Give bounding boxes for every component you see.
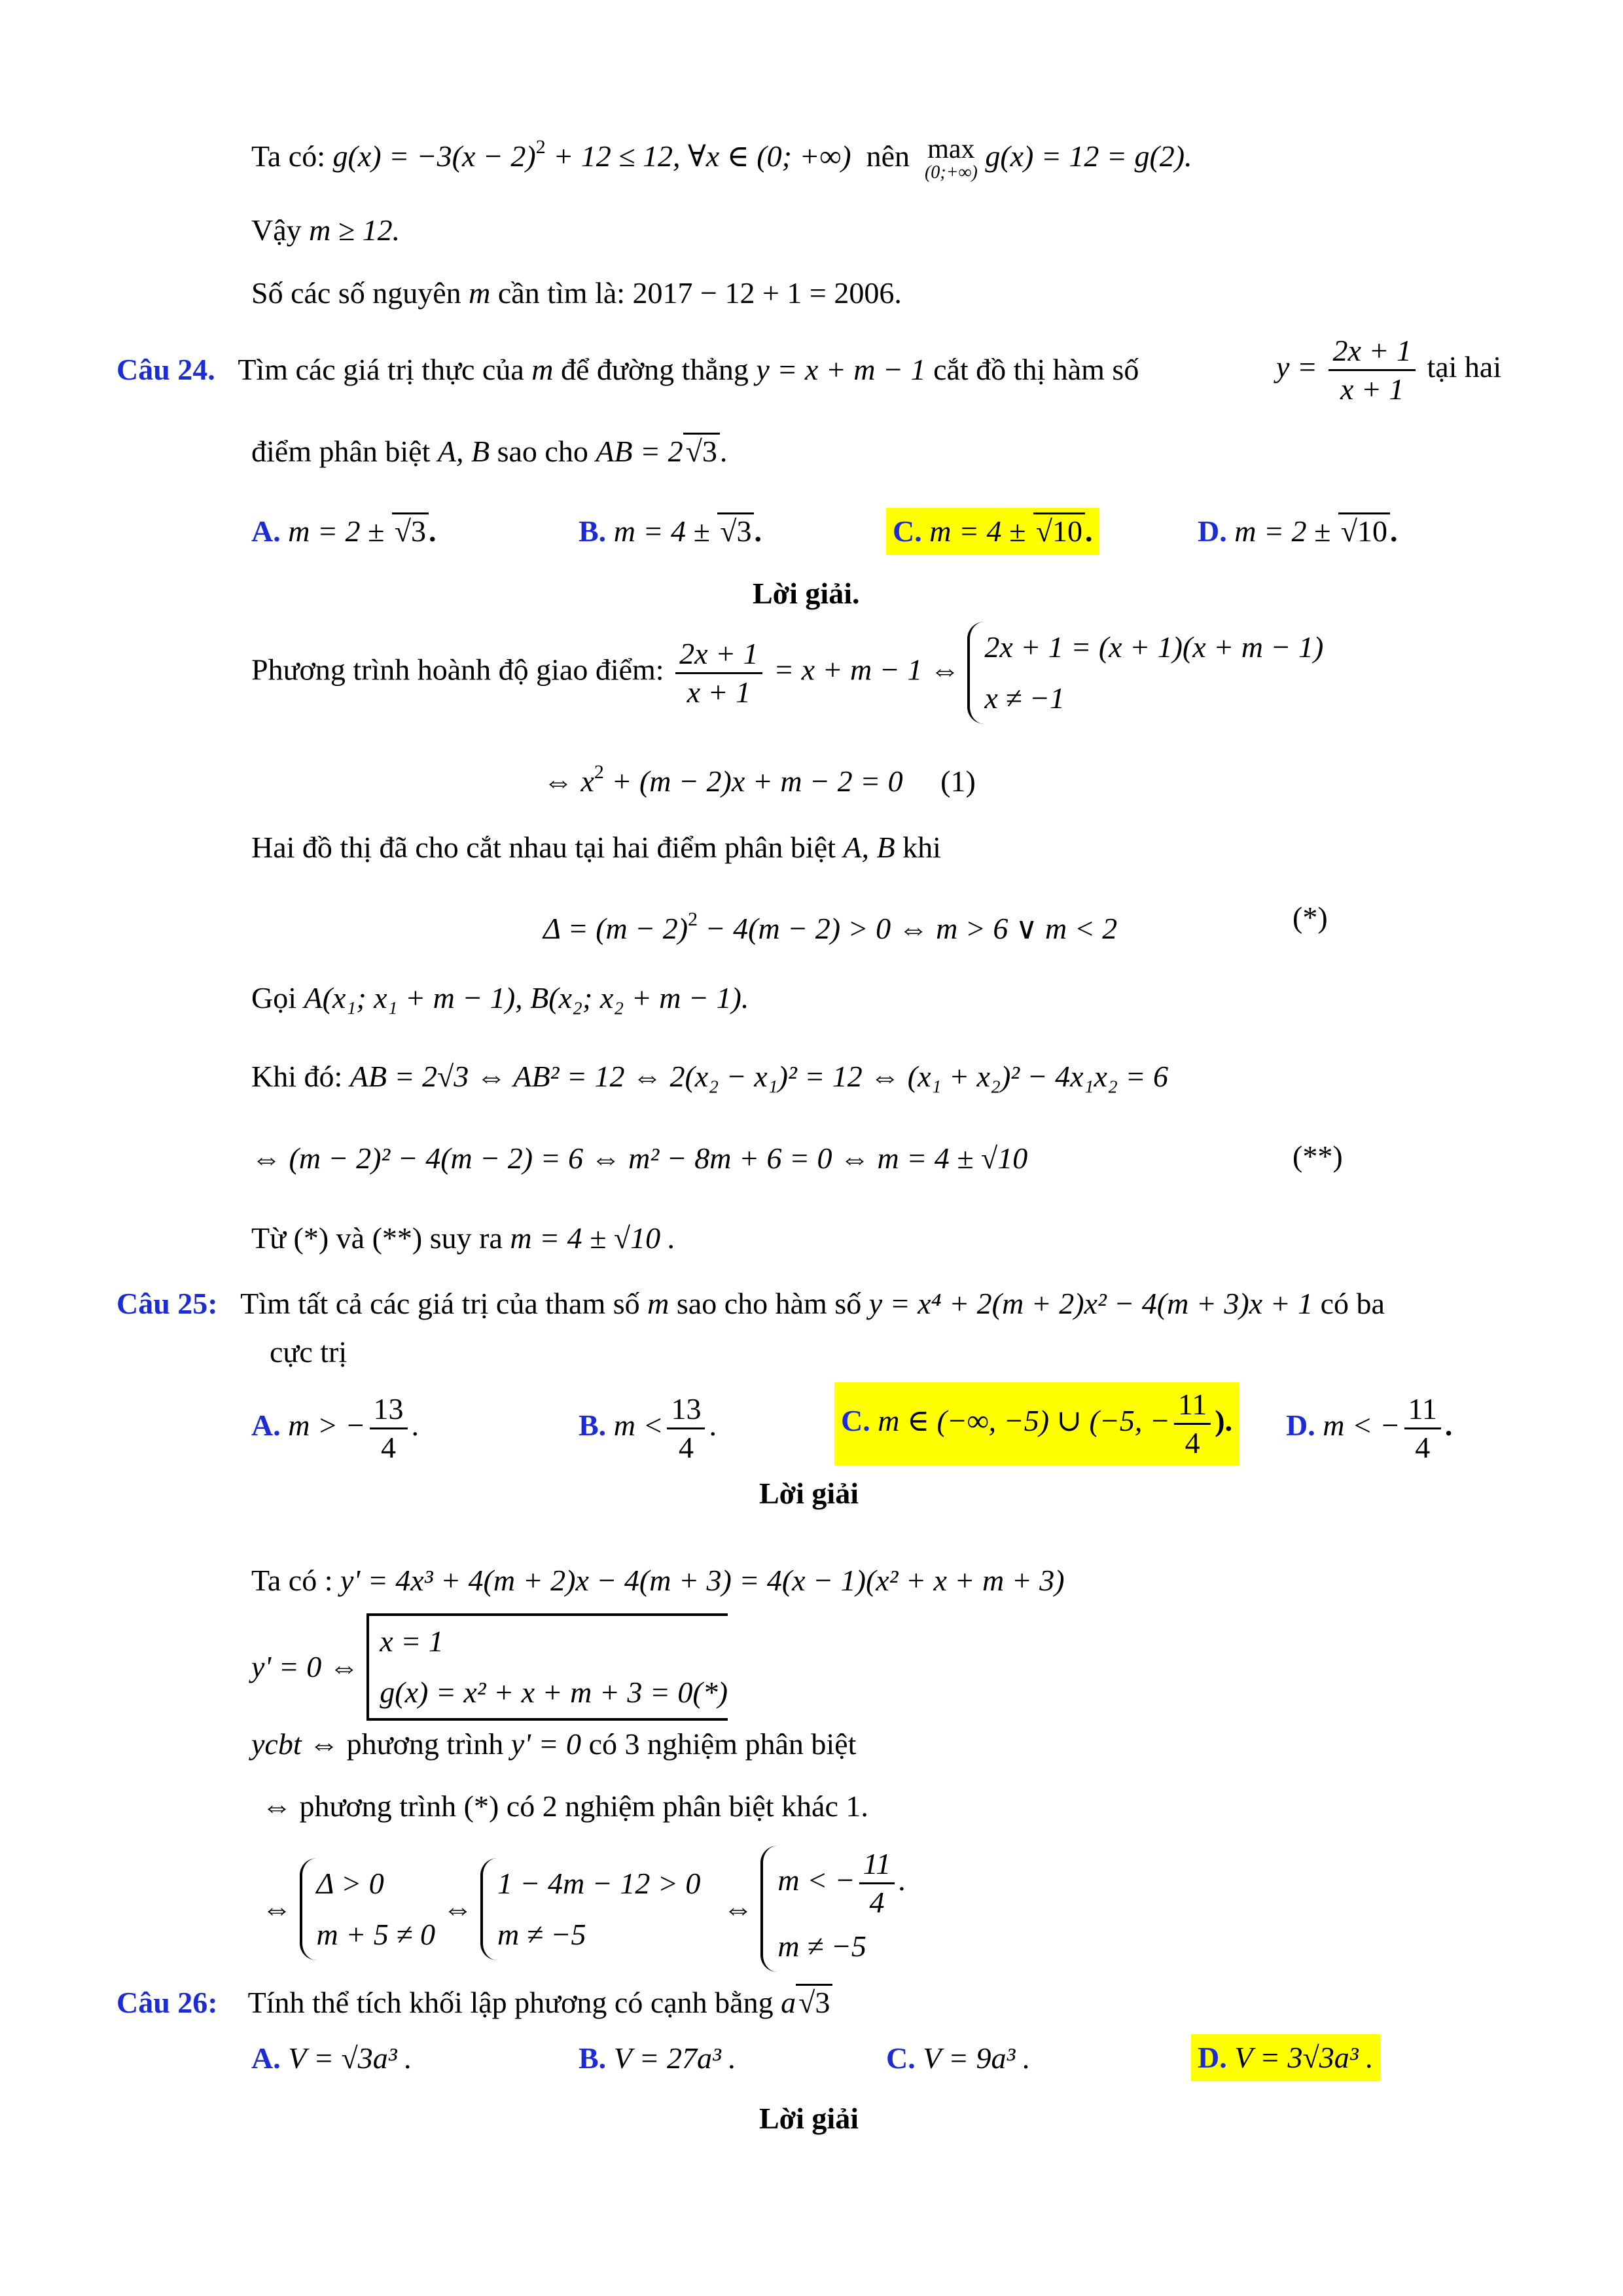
q24-solution-step-5 xyxy=(251,978,749,1018)
q24-solution-step-7 xyxy=(251,1139,1027,1178)
q24-text-b: để đường thẳng xyxy=(561,353,749,386)
q24-solution-step-2: ⇔ $x^2 + (m - 2)x + m - 2 = 0$ (1) xyxy=(543,761,976,798)
intro-count-result: 2017 − 12 + 1 = 2006. xyxy=(632,276,902,310)
q25-s5-system-2: 1 − 4m − 12 > 0 m ≠ −5 xyxy=(480,1858,700,1960)
intro-conclusion-lead: Vậy xyxy=(251,213,302,247)
q24-var-m: m xyxy=(531,353,554,386)
q25-s2-alternatives: x = 1 g(x) = x² + x + m + 3 = 0(*) xyxy=(366,1613,728,1721)
q24-text-d: tại hai xyxy=(1427,350,1502,384)
q24-text-e: điểm phân biệt xyxy=(251,435,431,468)
q25-s3-ycbt: ycbt xyxy=(251,1727,302,1761)
q25-var-m: m xyxy=(647,1287,669,1320)
q25-label: Câu 25: xyxy=(116,1287,218,1320)
q25-option-d: D. m < − $\frac{11}{4}$ . xyxy=(1286,1392,1453,1464)
q25-s4-text: ⇔ phương trình (*) có 2 nghiệm phân biệt khác 1. xyxy=(262,1789,868,1823)
q24-s8-lead: Từ (*) và (**) suy ra xyxy=(251,1221,503,1255)
q26-label: Câu 26: xyxy=(116,1986,218,2019)
q24-option-b: B. m = 4 ± √3. xyxy=(579,512,762,551)
intro-connective: nên xyxy=(866,139,910,173)
q25-statement-line-2 xyxy=(270,1333,347,1372)
q26-solution-title: Lời giải xyxy=(759,2102,859,2135)
q25-function: y = x⁴ + 2(m + 2)x² − 4(m + 3)x + 1 xyxy=(868,1287,1313,1320)
q24-condition: AB = 2 xyxy=(596,435,683,468)
q26-option-c: C. V = 9a³ . xyxy=(886,2041,1031,2075)
q25-option-a: A. m > − $\frac{13}{4}$ . xyxy=(251,1392,419,1464)
q24-s3-end: khi xyxy=(902,831,941,864)
q24-statement-line-1 xyxy=(116,350,1139,389)
q25-s3-end: có 3 nghiệm phân biệt xyxy=(588,1727,857,1761)
q24-s2-lhs: ⇔ x xyxy=(543,764,594,798)
intro-max-operator: max (0;+∞) xyxy=(924,134,978,183)
q24-s5-lead: Gọi xyxy=(251,981,296,1014)
q24-function xyxy=(1276,332,1501,408)
q24-s7-tag: (**) xyxy=(1293,1139,1343,1173)
q24-solution-step-8 xyxy=(251,1219,675,1258)
intro-count-lead: Số các số nguyên xyxy=(251,276,461,310)
intro-line-3 xyxy=(251,274,902,313)
q24-s4-tag: (*) xyxy=(1293,901,1328,934)
q26-edge-var: a xyxy=(781,1986,796,2019)
intro-conclusion-math: m ≥ 12. xyxy=(309,213,401,247)
q25-solution-step-1 xyxy=(251,1561,1065,1600)
q24-solution-step-6 xyxy=(251,1057,1168,1096)
q24-solution-step-4: $\Delta = (m - 2)^2 - 4(m - 2) > 0$ ⇔ m > 6 ∨ m < 2 xyxy=(543,908,1118,945)
intro-g-bound: + 12 ≤ 12, ∀x ∈ (0; +∞) xyxy=(545,139,851,173)
q25-s5-arrow-2: ⇔ xyxy=(442,1892,473,1926)
q26-option-b: B. V = 27a³ . xyxy=(579,2041,736,2075)
intro-count-var: m xyxy=(469,276,491,310)
q24-option-c-correct: C. m = 4 ± √10. xyxy=(886,508,1099,555)
q24-line-equation: y = x + m − 1 xyxy=(756,353,926,386)
q25-s5-system-1: Δ > 0 m + 5 ≠ 0 xyxy=(300,1858,436,1960)
q25-option-b: B. m < $\frac{13}{4}$ . xyxy=(579,1392,717,1464)
q24-s1-equation: = x + m − 1 ⇔ xyxy=(774,653,960,687)
q24-function-lhs: y = xyxy=(1276,350,1317,384)
q26-statement: Câu 26: Tính thể tích khối lập phương có cạnh bằng a√3 xyxy=(116,1983,832,2022)
q24-s1-lead: Phương trình hoành độ giao điểm: xyxy=(251,653,664,687)
q24-text-f: sao cho xyxy=(497,435,588,468)
q24-s2-tag: (1) xyxy=(940,764,976,798)
intro-count-mid: cần tìm là: xyxy=(497,276,626,310)
q25-s2-lead: y' = 0 ⇔ xyxy=(251,1650,359,1683)
q25-s5-system-3: m < − $\frac{11}{4}$ . m ≠ −5 xyxy=(760,1846,906,1972)
q24-points: A, B xyxy=(437,435,490,468)
q25-s3-text: ⇔ phương trình xyxy=(309,1727,504,1761)
q26-option-d-correct: D. V = 3√3a³ . xyxy=(1191,2034,1380,2081)
q25-statement-line-1 xyxy=(116,1284,1385,1323)
q25-text-d: cực trị xyxy=(270,1335,348,1369)
intro-line-2 xyxy=(251,211,400,250)
q24-s2-rhs: + (m − 2)x + m − 2 = 0 xyxy=(603,764,903,798)
q25-solution-step-3 xyxy=(251,1725,856,1764)
q25-solution-title: Lời giải xyxy=(759,1477,859,1510)
q24-solution-step-3 xyxy=(251,828,941,867)
q25-s1-derivative: y' = 4x³ + 4(m + 2)x − 4(m + 3) = 4(x − 1)(x² + x + m + 3) xyxy=(340,1564,1065,1597)
q24-s5-points: A(x₁; x₁ + m − 1), B(x₂; x₂ + m − 1). xyxy=(304,981,749,1014)
q24-solution-step-1 xyxy=(251,622,1323,724)
q25-s5-arrow-1: ⇔ xyxy=(262,1892,292,1926)
q24-function-fraction: $\frac{2x + 1}{x + 1}$ xyxy=(1329,332,1415,408)
q25-text-b: sao cho hàm số xyxy=(676,1287,862,1320)
q25-option-c-correct: C. m ∈ (−∞, −5) ∪ (−5, − $\frac{11}{4}$ ). xyxy=(834,1382,1239,1465)
q24-s3-points: A, B xyxy=(843,831,895,864)
q24-s4-lhs: Δ = (m − 2) xyxy=(543,912,688,945)
q25-text-c: có ba xyxy=(1320,1287,1385,1320)
q24-option-a: A. m = 2 ± √3. xyxy=(251,512,437,551)
q24-s8-result: m = 4 ± √10 . xyxy=(510,1221,676,1255)
q24-solution-title: Lời giải. xyxy=(753,577,860,610)
q24-s1-system: 2x + 1 = (x + 1)(x + m − 1) x ≠ −1 xyxy=(967,622,1323,724)
q25-s3-equation: y' = 0 xyxy=(510,1727,582,1761)
intro-max-value: g(x) = 12 = g(2). xyxy=(985,139,1192,173)
intro-line-1: Ta có: $g(x) = -3(x - 2)^2 + 12 \le 12$, ∀x ∈ (0; +∞) nên max (0;+∞) g(x) = 12 = g(2). xyxy=(251,134,1192,183)
intro-lead: Ta có: xyxy=(251,139,326,173)
q24-label: Câu 24. xyxy=(116,353,215,386)
q24-s6-lead: Khi đó: xyxy=(251,1060,343,1093)
q24-s1-fraction: $\frac{2x + 1}{x + 1}$ xyxy=(675,636,762,711)
q24-s4-rhs: − 4(m − 2) > 0 ⇔ m > 6 ∨ m < 2 xyxy=(698,912,1118,945)
q25-solution-step-4 xyxy=(262,1787,868,1826)
q24-text-a: Tìm các giá trị thực của xyxy=(238,353,524,386)
q24-s3-text: Hai đồ thị đã cho cắt nhau tại hai điểm phân biệt xyxy=(251,831,836,864)
q26-text: Tính thể tích khối lập phương có cạnh bằng xyxy=(247,1986,774,2019)
q26-option-a: A. V = √3a³ . xyxy=(251,2041,412,2075)
q24-text-c: cắt đồ thị hàm số xyxy=(933,353,1139,386)
q24-statement-line-2: điểm phân biệt A, B sao cho AB = 2√3. xyxy=(251,432,727,471)
q25-text-a: Tìm tất cả các giá trị của tham số xyxy=(240,1287,640,1320)
q25-solution-step-2 xyxy=(251,1613,728,1721)
q25-s1-lead: Ta có : xyxy=(251,1564,333,1597)
q25-solution-step-5 xyxy=(262,1846,906,1972)
q24-s6-chain: AB = 2√3 ⇔ AB² = 12 ⇔ 2(x₂ − x₁)² = 12 ⇔ (x₁ + x₂)² − 4x₁x₂ = 6 xyxy=(349,1060,1168,1093)
q25-s5-arrow-3: ⇔ xyxy=(722,1892,753,1926)
q24-s7-chain: ⇔ (m − 2)² − 4(m − 2) = 6 ⇔ m² − 8m + 6 = 0 ⇔ m = 4 ± √10 xyxy=(251,1141,1028,1175)
intro-g-expression: g(x) = −3(x − 2) xyxy=(332,139,536,173)
q24-option-d: D. m = 2 ± √10. xyxy=(1198,512,1398,551)
